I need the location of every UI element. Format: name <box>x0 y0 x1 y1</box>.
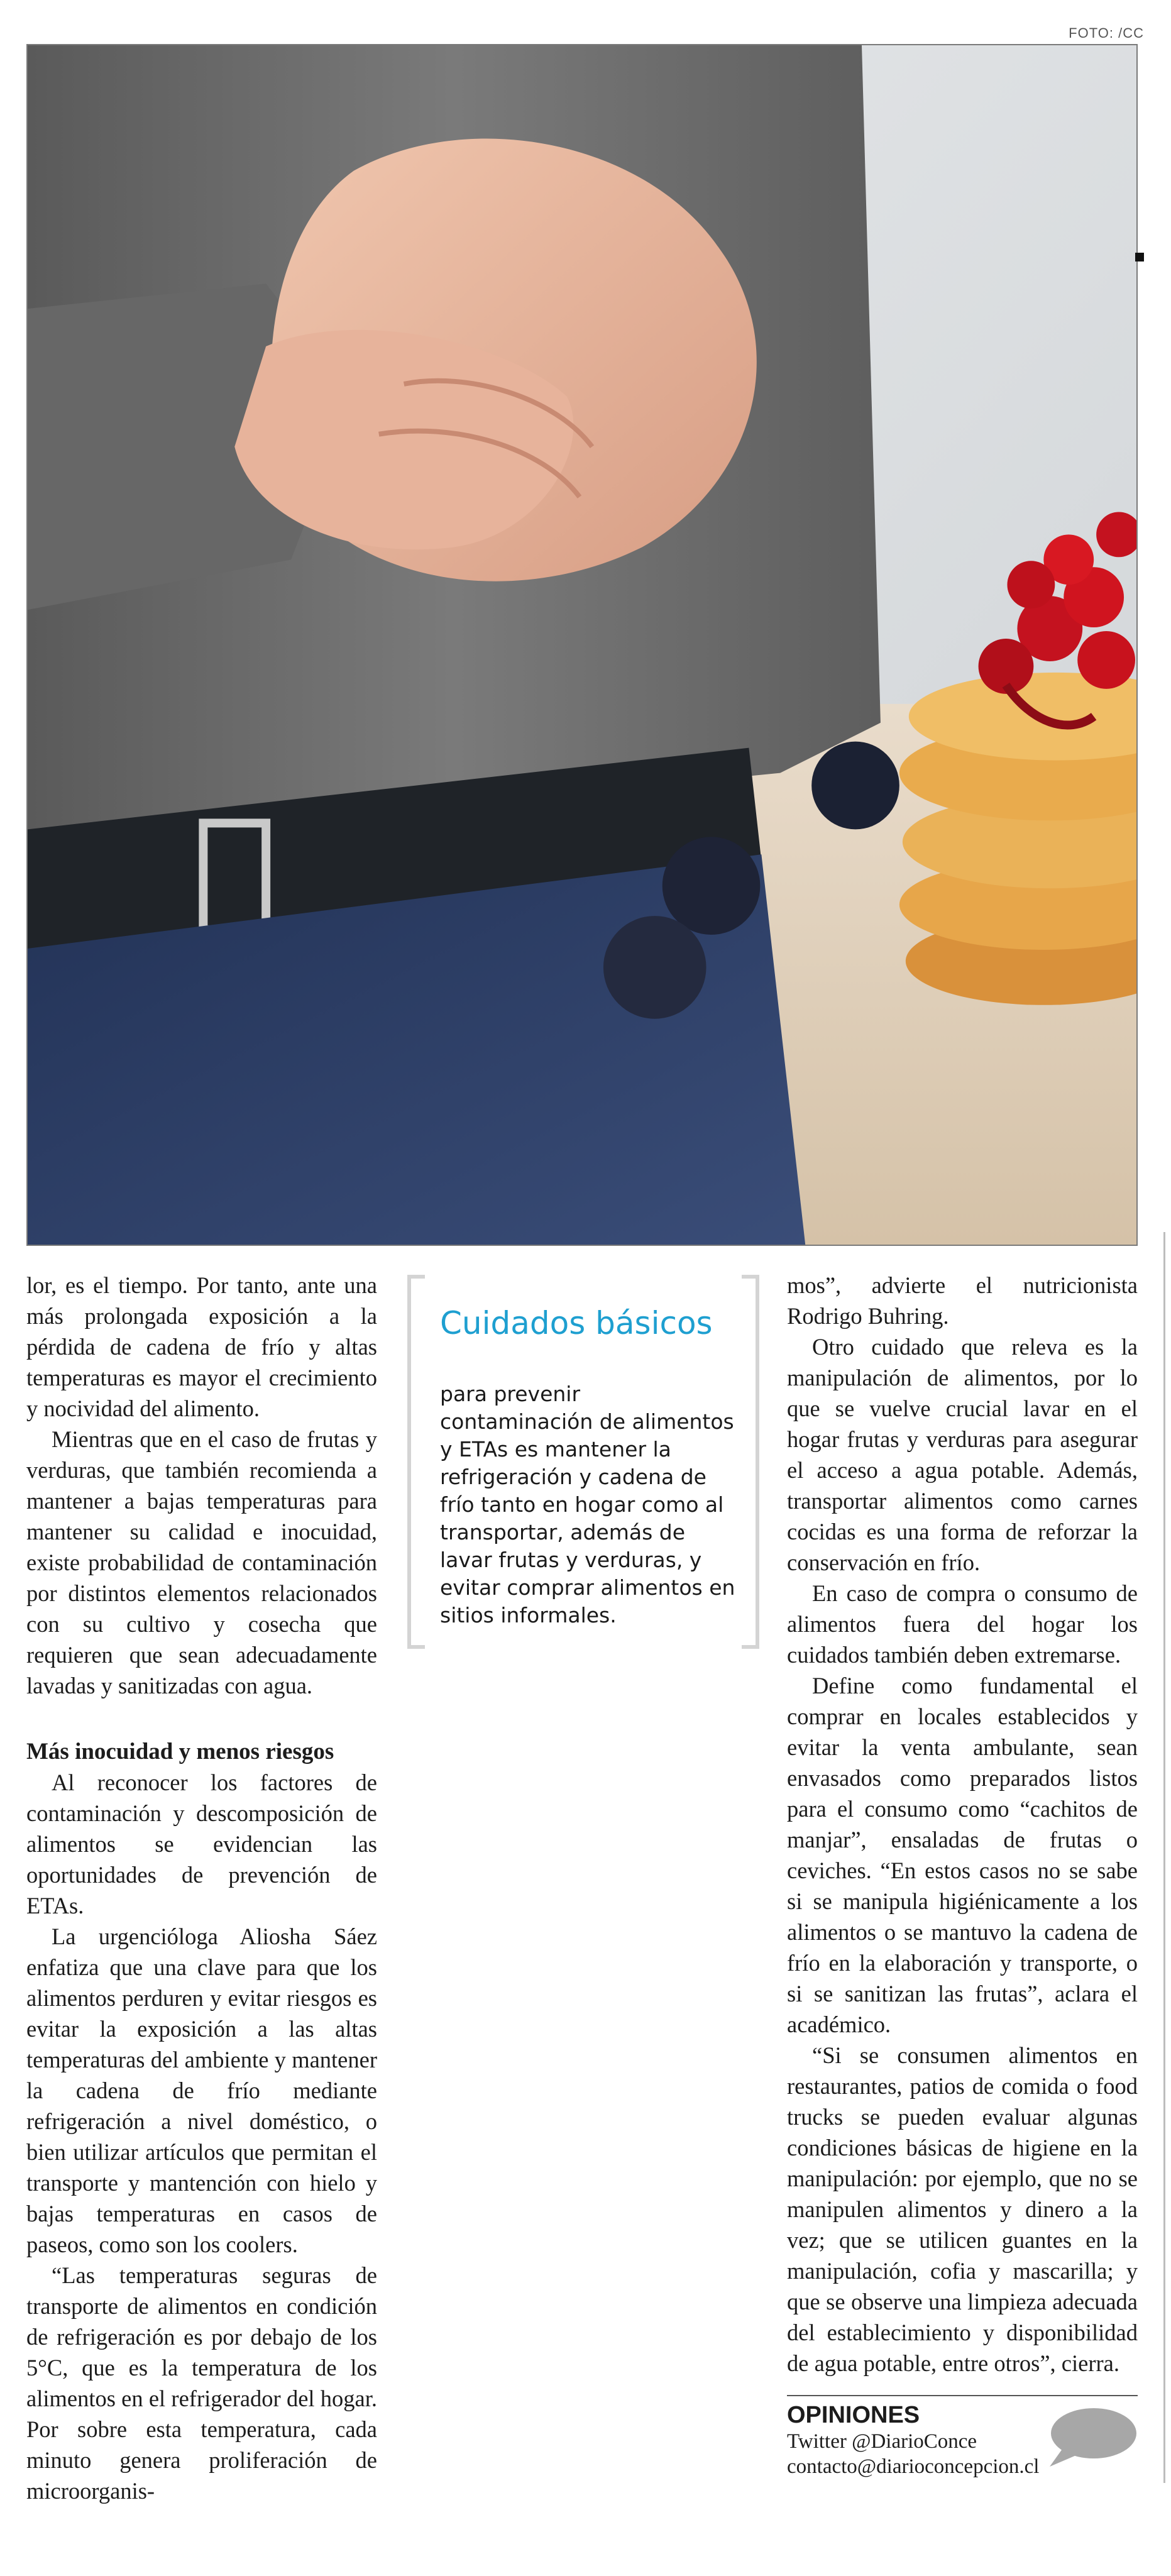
edge-mark <box>1135 253 1144 261</box>
paragraph: Define como fundamental el comprar en locales establecidos y evitar la venta ambulante, sean envasados como preparados listos para el consumo como “cachitos de manjar”, ensaladas de frutas o ceviches. “En estos casos no se sabe si se manipula higiénicamente a los alimentos o se mantuvo la cadena de frío en la elaboración y transporte, o si se sanitizan las frutas”, aclara el académico. <box>787 1673 1138 2037</box>
paragraph: Otro cuidado que releva es la manipulación de alimentos, por lo que se vuelve crucial lavar en el hogar frutas y verduras para asegurar el acceso a agua potable. Además, transportar alimentos como carnes cocidas es una forma de reforzar la conservación en frío. <box>787 1334 1138 1575</box>
paragraph: Mientras que en el caso de frutas y verduras, que también recomienda a mantener a bajas temperaturas para mantener su calidad e inocuidad, existe probabilidad de contaminación por distintos elementos relacionados con su cultivo y cosecha que requieren que sean adecuadamente lavadas y sanitizadas con agua. <box>26 1426 377 1698</box>
subheading: Más inocuidad y menos riesgos <box>26 1739 334 1764</box>
article-photo <box>26 44 1138 1246</box>
article-column-3 <box>787 1270 1138 2379</box>
opiniones-box <box>787 2395 1138 2479</box>
article-column-1 <box>26 1270 377 2506</box>
paragraph: “Las temperaturas seguras de transporte de alimentos en condición de refrigeración es por debajo de los 5°C, que es la temperatura de los alimentos en el refrigerador del hogar. Por sobre esta temperatura, cada minuto genera proliferación de microorganis- <box>26 2262 377 2504</box>
paragraph: lor, es el tiempo. Por tanto, ante una más prolongada exposición a la pérdida de cadena de frío y altas temperaturas es mayor el crecimiento y nocividad del alimento. <box>26 1272 377 1421</box>
twitter-handle[interactable]: Twitter @DiarioConce <box>787 2430 977 2453</box>
photo-credit: FOTO: /CC <box>1069 25 1144 41</box>
stomach-ache-photo-icon <box>28 45 1136 1245</box>
sidebar-title: Cuidados básicos <box>440 1305 713 1341</box>
contact-email[interactable]: contacto@diarioconcepcion.cl <box>787 2455 1040 2478</box>
paragraph: “Si se consumen alimentos en restaurantes, patios de comida o food trucks se pueden evaluar algunas condiciones básicas de higiene en la manipulación: por ejemplo, que no se manipulen alimentos y dinero a la vez; que se utilicen guantes en la manipulación, cofia y mascarilla; y que se observe una limpieza adecuada del establecimiento y disponibilidad de agua potable, entre otros”, cierra. <box>787 2042 1138 2376</box>
left-bracket <box>407 1275 425 1649</box>
paragraph: La urgencióloga Aliosha Sáez enfatiza que una clave para que los alimentos perduren y evitar riesgos es evitar la exposición a las altas temperaturas del ambiente y mantener la cadena de frío mediante refrigeración a nivel doméstico, o bien utilizar artículos que permitan el transporte y mantención con hielo y bajas temperaturas en casos de paseos, como son los coolers. <box>26 1924 377 2257</box>
paragraph: mos”, advierte el nutricionista Rodrigo Buhring. <box>787 1272 1138 1329</box>
opiniones-title: OPINIONES <box>787 2402 920 2428</box>
paragraph: Al reconocer los factores de contaminación y descomposición de alimentos se evidencian las oportunidades de prevención de ETAs. <box>26 1770 377 1918</box>
sidebar-box <box>407 1275 759 1649</box>
speech-bubble-icon <box>1043 2405 1138 2468</box>
right-bracket <box>742 1275 759 1649</box>
right-rule <box>1163 1232 1165 2483</box>
sidebar-text: para prevenir contaminación de alimentos y ETAs es mantener la refrigeración y cadena de frío tanto en hogar como al transportar, además de lavar frutas y verduras, y evitar comprar alimentos en sitios informales. <box>440 1382 735 1627</box>
paragraph: En caso de compra o consumo de alimentos fuera del hogar los cuidados también deben extremarse. <box>787 1580 1138 1668</box>
